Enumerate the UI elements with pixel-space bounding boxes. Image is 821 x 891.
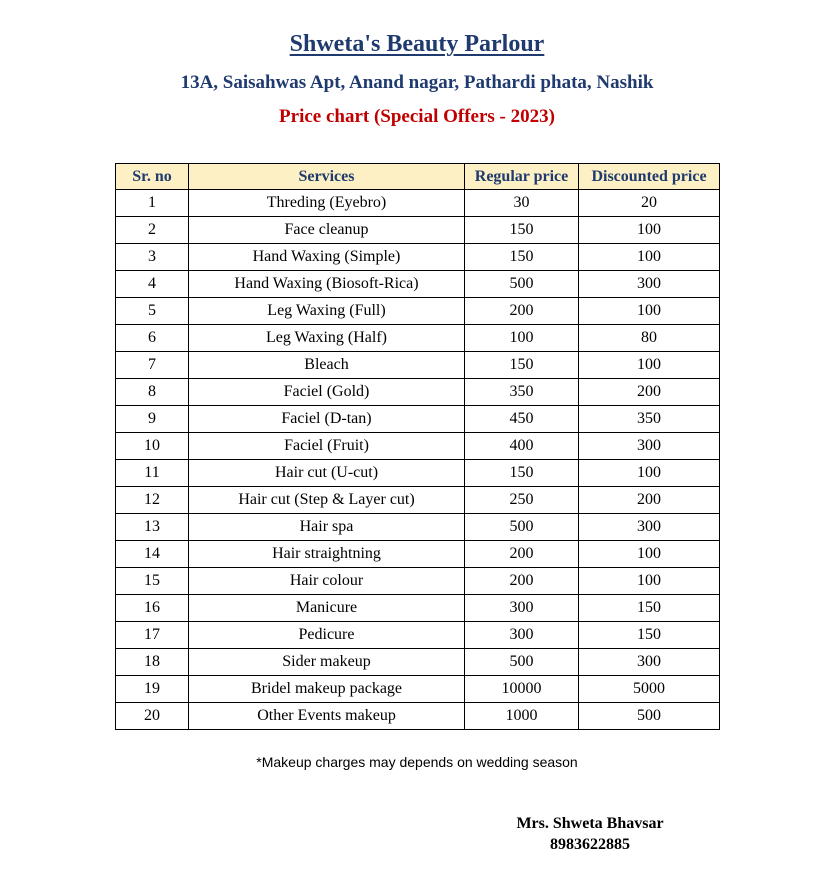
cell-service: Sider makeup	[189, 649, 465, 676]
cell-regular-price: 300	[465, 622, 579, 649]
cell-discounted-price: 100	[579, 244, 720, 271]
cell-service: Leg Waxing (Half)	[189, 325, 465, 352]
signature-name: Mrs. Shweta Bhavsar	[516, 815, 664, 832]
cell-discounted-price: 100	[579, 352, 720, 379]
cell-discounted-price: 300	[579, 433, 720, 460]
cell-service: Face cleanup	[189, 217, 465, 244]
address-line: 13A, Saisahwas Apt, Anand nagar, Pathardi phata, Nashik	[180, 72, 654, 93]
table-row	[116, 622, 720, 649]
cell-service: Bleach	[189, 352, 465, 379]
table-row	[116, 568, 720, 595]
cell-regular-price: 300	[465, 595, 579, 622]
cell-service: Bridel makeup package	[189, 676, 465, 703]
cell-regular-price: 500	[465, 514, 579, 541]
signature-phone: 8983622885	[550, 836, 630, 853]
cell-sr-no: 11	[116, 460, 189, 487]
cell-sr-no: 19	[116, 676, 189, 703]
cell-regular-price: 250	[465, 487, 579, 514]
cell-regular-price: 100	[465, 325, 579, 352]
cell-discounted-price: 350	[579, 406, 720, 433]
cell-service: Hand Waxing (Biosoft-Rica)	[189, 271, 465, 298]
cell-service: Other Events makeup	[189, 703, 465, 730]
table-row	[116, 703, 720, 730]
cell-discounted-price: 100	[579, 298, 720, 325]
table-row	[116, 352, 720, 379]
cell-regular-price: 10000	[465, 676, 579, 703]
cell-discounted-price: 100	[579, 460, 720, 487]
cell-regular-price: 350	[465, 379, 579, 406]
header-discounted-price: Discounted price	[579, 164, 720, 190]
cell-service: Faciel (D-tan)	[189, 406, 465, 433]
cell-discounted-price: 100	[579, 541, 720, 568]
cell-discounted-price: 20	[579, 190, 720, 217]
cell-service: Leg Waxing (Full)	[189, 298, 465, 325]
table-row	[116, 595, 720, 622]
table-row	[116, 244, 720, 271]
header-services: Services	[189, 164, 465, 190]
table-row	[116, 217, 720, 244]
cell-sr-no: 9	[116, 406, 189, 433]
cell-service: Manicure	[189, 595, 465, 622]
price-table-body	[116, 190, 720, 730]
table-row	[116, 298, 720, 325]
cell-sr-no: 15	[116, 568, 189, 595]
cell-discounted-price: 300	[579, 649, 720, 676]
cell-regular-price: 500	[465, 271, 579, 298]
table-row	[116, 514, 720, 541]
table-header-row	[116, 164, 720, 190]
price-chart-subtitle: Price chart (Special Offers - 2023)	[279, 106, 555, 127]
cell-service: Hair colour	[189, 568, 465, 595]
cell-sr-no: 2	[116, 217, 189, 244]
cell-regular-price: 150	[465, 217, 579, 244]
cell-discounted-price: 100	[579, 217, 720, 244]
page-title: Shweta's Beauty Parlour	[289, 31, 545, 57]
cell-service: Pedicure	[189, 622, 465, 649]
cell-discounted-price: 5000	[579, 676, 720, 703]
cell-sr-no: 16	[116, 595, 189, 622]
table-row	[116, 541, 720, 568]
table-row	[116, 379, 720, 406]
cell-sr-no: 12	[116, 487, 189, 514]
cell-regular-price: 200	[465, 568, 579, 595]
cell-service: Faciel (Gold)	[189, 379, 465, 406]
cell-sr-no: 5	[116, 298, 189, 325]
cell-sr-no: 20	[116, 703, 189, 730]
cell-sr-no: 8	[116, 379, 189, 406]
cell-service: Threding (Eyebro)	[189, 190, 465, 217]
cell-discounted-price: 150	[579, 622, 720, 649]
cell-regular-price: 1000	[465, 703, 579, 730]
cell-sr-no: 13	[116, 514, 189, 541]
cell-discounted-price: 500	[579, 703, 720, 730]
cell-regular-price: 150	[465, 352, 579, 379]
cell-service: Faciel (Fruit)	[189, 433, 465, 460]
cell-service: Hand Waxing (Simple)	[189, 244, 465, 271]
table-row	[116, 271, 720, 298]
cell-sr-no: 14	[116, 541, 189, 568]
cell-sr-no: 3	[116, 244, 189, 271]
cell-regular-price: 500	[465, 649, 579, 676]
cell-service: Hair cut (Step & Layer cut)	[189, 487, 465, 514]
cell-discounted-price: 300	[579, 514, 720, 541]
cell-service: Hair straightning	[189, 541, 465, 568]
cell-service: Hair cut (U-cut)	[189, 460, 465, 487]
cell-sr-no: 10	[116, 433, 189, 460]
cell-sr-no: 18	[116, 649, 189, 676]
cell-regular-price: 200	[465, 541, 579, 568]
table-row	[116, 325, 720, 352]
cell-service: Hair spa	[189, 514, 465, 541]
cell-discounted-price: 300	[579, 271, 720, 298]
table-row	[116, 649, 720, 676]
cell-sr-no: 17	[116, 622, 189, 649]
cell-regular-price: 150	[465, 460, 579, 487]
price-table	[115, 163, 720, 730]
cell-regular-price: 150	[465, 244, 579, 271]
table-row	[116, 406, 720, 433]
makeup-charges-note: *Makeup charges may depends on wedding season	[256, 754, 578, 770]
cell-regular-price: 450	[465, 406, 579, 433]
cell-discounted-price: 200	[579, 379, 720, 406]
cell-discounted-price: 100	[579, 568, 720, 595]
table-row	[116, 460, 720, 487]
table-row	[116, 433, 720, 460]
cell-regular-price: 30	[465, 190, 579, 217]
cell-sr-no: 4	[116, 271, 189, 298]
table-row	[116, 190, 720, 217]
table-row	[116, 676, 720, 703]
cell-sr-no: 6	[116, 325, 189, 352]
cell-discounted-price: 80	[579, 325, 720, 352]
cell-regular-price: 200	[465, 298, 579, 325]
cell-sr-no: 7	[116, 352, 189, 379]
header-regular-price: Regular price	[465, 164, 579, 190]
table-row	[116, 487, 720, 514]
cell-regular-price: 400	[465, 433, 579, 460]
cell-discounted-price: 150	[579, 595, 720, 622]
cell-sr-no: 1	[116, 190, 189, 217]
cell-discounted-price: 200	[579, 487, 720, 514]
header-sr-no: Sr. no	[116, 164, 189, 190]
